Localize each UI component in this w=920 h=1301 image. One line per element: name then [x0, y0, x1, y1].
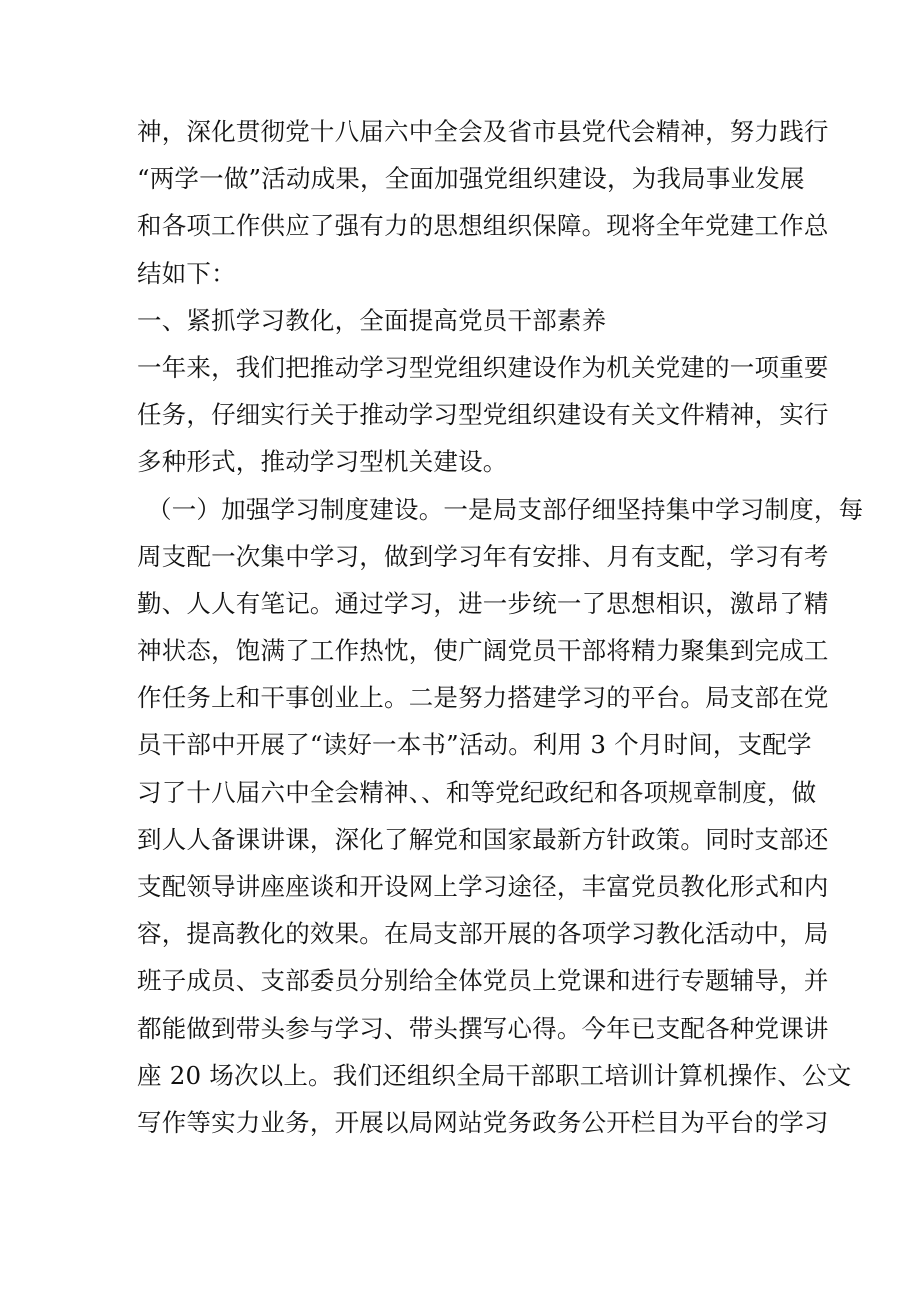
text-line: 多种形式，推动学习型机关建设。: [137, 447, 508, 477]
text-line: 一年来，我们把推动学习型党组织建设作为机关党建的一项重要: [137, 352, 829, 382]
text-line: 作任务上和干事创业上。二是努力搭建学习的平台。局支部在党: [137, 683, 829, 713]
text-line: 到人人备课讲课，深化了解党和国家最新方针政策。同时支部还: [137, 824, 829, 854]
text-line: “两学一做”活动成果，全面加强党组织建设，为我局事业发展: [137, 164, 805, 194]
text-line: 神状态，饱满了工作热忱，使广阔党员干部将精力聚集到完成工: [137, 636, 829, 666]
text-line: （一）加强学习制度建设。一是局支部仔细坚持集中学习制度，每: [147, 494, 864, 524]
text-line: 一、紧抓学习教化，全面提高党员干部素养: [137, 305, 607, 335]
text-line: 支配领导讲座座谈和开设网上学习途径，丰富党员教化形式和内: [137, 872, 829, 901]
document-body: [137, 108, 864, 1146]
text-line: 结如下：: [137, 258, 236, 288]
text-line: 习了十八届六中全会精神、、和等党纪政纪和各项规章制度，做: [137, 777, 817, 807]
text-line: 班子成员、支部委员分别给全体党员上党课和进行专题辅导，并: [137, 966, 829, 996]
text-line: 写作等实力业务，开展以局网站党务政务公开栏目为平台的学习: [137, 1107, 829, 1137]
text-line: 座 20 场次以上。我们还组织全局干部职工培训计算机操作、公文: [137, 1060, 852, 1090]
text-line: 员干部中开展了“读好一本书”活动。利用 3 个月时间，支配学: [137, 730, 812, 760]
text-line: 周支配一次集中学习，做到学习年有安排、月有支配，学习有考: [137, 541, 829, 571]
text-line: 都能做到带头参与学习、带头撰写心得。今年已支配各种党课讲: [137, 1013, 829, 1043]
text-line: 神，深化贯彻党十八届六中全会及省市县党代会精神，努力践行: [137, 117, 829, 146]
text-line: 容，提高教化的效果。在局支部开展的各项学习教化活动中，局: [137, 919, 829, 949]
text-line: 和各项工作供应了强有力的思想组织保障。现将全年党建工作总: [137, 211, 829, 241]
text-line: 勤、人人有笔记。通过学习，进一步统一了思想相识，激昂了精: [137, 588, 829, 618]
text-line: 任务，仔细实行关于推动学习型党组织建设有关文件精神，实行: [137, 400, 829, 430]
